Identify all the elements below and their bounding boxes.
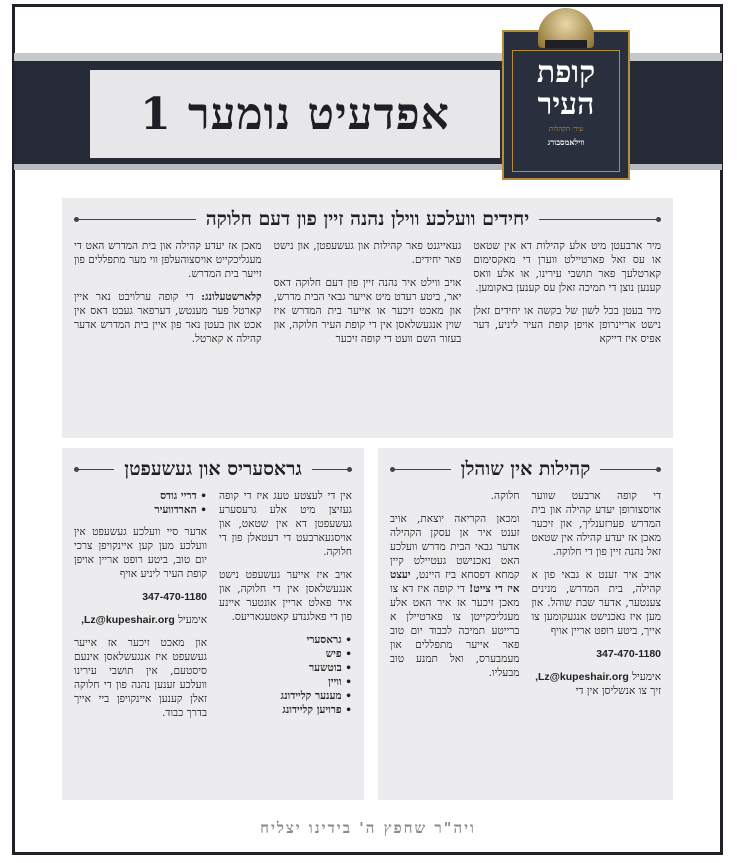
page-title: אפדעיט נומער 1 [140, 88, 450, 140]
category-list [74, 489, 207, 517]
paragraph: מיר ארבעטן מיט אלע קהילות דא אין שטאט או עס זאל פארטיילט ווערן די מאקסימום קארטלעך פאר תושבי עירינו, או אלע וואס קענען נוצן די תמיכה זאלן עס קענען באקומען. [473, 240, 661, 294]
paragraph: מיר בעטן בכל לשון של בקשה או יחידים זאלן נישט אריינרופן אויפן קופת העיר ליניע, דער אפיס איז דייקא [473, 305, 661, 345]
category-list [219, 633, 352, 717]
heading-rule [74, 219, 196, 220]
email-line [532, 670, 662, 684]
individuals-panel [62, 198, 673, 438]
paragraph: חלוקה. [490, 490, 520, 502]
email-link[interactable]: Lz@kupeshair.org, [535, 671, 629, 683]
category-item: • בוטשער [309, 662, 352, 674]
phone-number[interactable]: 347-470-1180 [596, 648, 661, 660]
clarification [74, 290, 262, 346]
individuals-heading: יחידים וועלכע ווילן נהנה זיין פון דעם חלוקה [205, 208, 530, 230]
phone-number[interactable]: 347-470-1180 [142, 591, 207, 603]
heading-rule [312, 469, 352, 470]
call-text: ומכאן הקריאה יוצאת, אויב זענט איר אן עסקן הקהילה אדער גבאי הבית מדרש וועלכע האט נאכנישט געטיילט קיין קמחא דפסחא ביז היינט, [390, 513, 520, 581]
groceries-heading: גראסעריס און געשעפטן [124, 458, 302, 480]
column-2 [74, 489, 207, 729]
category-item: • פרויען קליידונג [282, 704, 352, 716]
category-item: • וויין [328, 676, 352, 688]
individuals-columns [74, 239, 661, 355]
paragraph: אין די לעצטע טעג איז די קופה געזיצן מיט אלע גרעסערע געשעפטן דא אין שטאט, און אויסגעארבעט די דעטאלן פון די חלוקה. [219, 490, 352, 558]
paragraph: די קופה ארבעט שווער אויסצורופן יעדע קהילה און בית המדרש פערזענליך, און זיכער מאכן אז יעדע קהילה אין שטאט זאל נהנה זיין פון די חלוקה. [531, 490, 661, 558]
communities-columns [390, 489, 661, 707]
category-item: • הארדוועיר [154, 504, 207, 516]
panel-heading [390, 458, 661, 481]
paragraph: אויב איר זענט א גבאי פון א קהילה, בית המדרש, מנינים צענטער, אדער שבת שוהל. און מען איז נאכנישט אנגעקומען צו אייך, ביטע רופט אריין אויף [531, 569, 661, 637]
paragraph: זיך צו אנשליסן אין די [575, 685, 661, 697]
category-item: • מענער קליידונג [280, 690, 352, 702]
email-line [74, 613, 207, 627]
logo-line2: העיר [537, 87, 595, 122]
groceries-panel [62, 448, 364, 800]
paragraph [390, 512, 520, 680]
logo-line1: קופת [536, 55, 596, 90]
email-prefix: אימעיל [178, 614, 207, 626]
communities-panel [378, 448, 673, 800]
groceries-columns [74, 489, 352, 729]
heading-rule [600, 469, 661, 470]
clarification-text: די קופה ערלויבט נאר איין קארטל פער מענטש, דערפאר געבט דאס אין אכט און בעטן נאר פון איין בית המדרש אדער קהילה א קארטל. [73, 291, 262, 345]
category-item: • גראסערי [306, 634, 352, 646]
clarification-label: קלארשטעלונג: [201, 291, 262, 303]
email-prefix: אימעיל [632, 671, 661, 683]
coin-slot [545, 40, 587, 48]
heading-rule [390, 469, 451, 470]
column-1 [219, 489, 352, 729]
paragraph: געאייגנט פאר קהילות און געשעפטן, און נישט פאר יחידים. [273, 240, 462, 266]
email-link[interactable]: Lz@kupeshair.org, [81, 614, 175, 626]
paragraph: און מאכט זיכער אז אייער געשעפט איז אנגעשלאסן אינעם סיסטעם, אין תושבי עירינו וועלכע זענען נהנה פון די חלוקה זאלן קענען איינקויפן ביי אייך בדרך כבוד. [74, 637, 207, 719]
category-item: • דריי גודס [160, 490, 207, 502]
column-1 [532, 489, 662, 707]
heading-rule [539, 219, 661, 220]
paragraph: אדער סיי וועלכע געשעפט אין וועלכע מען קען איינקויפן צרכי יום טוב, ביטע רופט אריין אויפן קופת העיר ליניע אויף [74, 526, 207, 580]
heading-rule [74, 469, 114, 470]
category-item: • פיש [325, 648, 352, 660]
column-2 [274, 239, 462, 355]
logo-place: ווילאמסבורג [547, 137, 585, 147]
panel-heading [74, 208, 661, 231]
paragraph: אויב איז אייער געשעפט נישט אנגעשלאסן אין די חלוקה, און איר פאלט אריין אונטער איינע פון די פאלגנדע קאטעגאריעס. [219, 569, 352, 623]
footer-blessing: ויה"ר שחפץ ה' בידינו יצליח [260, 818, 476, 837]
call-text-end: די קופה איז דא צו מאכן זיכער אז איר האט אלע מעגליכקייטן צו פארטיילן א ברייטע תמיכה לכבוד יום טוב פאר אייער מתפללים און מעמבערס, ואל תמנע טוב מבעליו. [390, 583, 520, 679]
panel-heading [74, 458, 352, 481]
logo-subtitle: עיר׳ הקהלות [548, 125, 584, 133]
logo [512, 50, 620, 172]
paragraph: אויב ווילט איר נהנה זיין פון דעם חלוקה דאס יאר, ביטע רעדט מיט אייער גבאי הבית מדרש, און מאכט זיכער או אייער בית המדרש איז שוין אנגעשלאסן אין די קופת העיר חלוקה, און בעזור השם וועט די קופה זיכער [273, 277, 462, 345]
now-is-time: יעצט איז די צייט! [390, 569, 520, 595]
column-1 [473, 239, 661, 355]
communities-heading: קהילות אין שוהלן [460, 458, 591, 480]
column-3 [74, 239, 262, 355]
paragraph: מאכן אז יעדע קהילה און בית המדרש האט די מעגליכקייט אויסצוהעלפן ווי מער מתפללים פון זייער בית המדרש. [73, 240, 262, 280]
column-2 [390, 489, 520, 707]
